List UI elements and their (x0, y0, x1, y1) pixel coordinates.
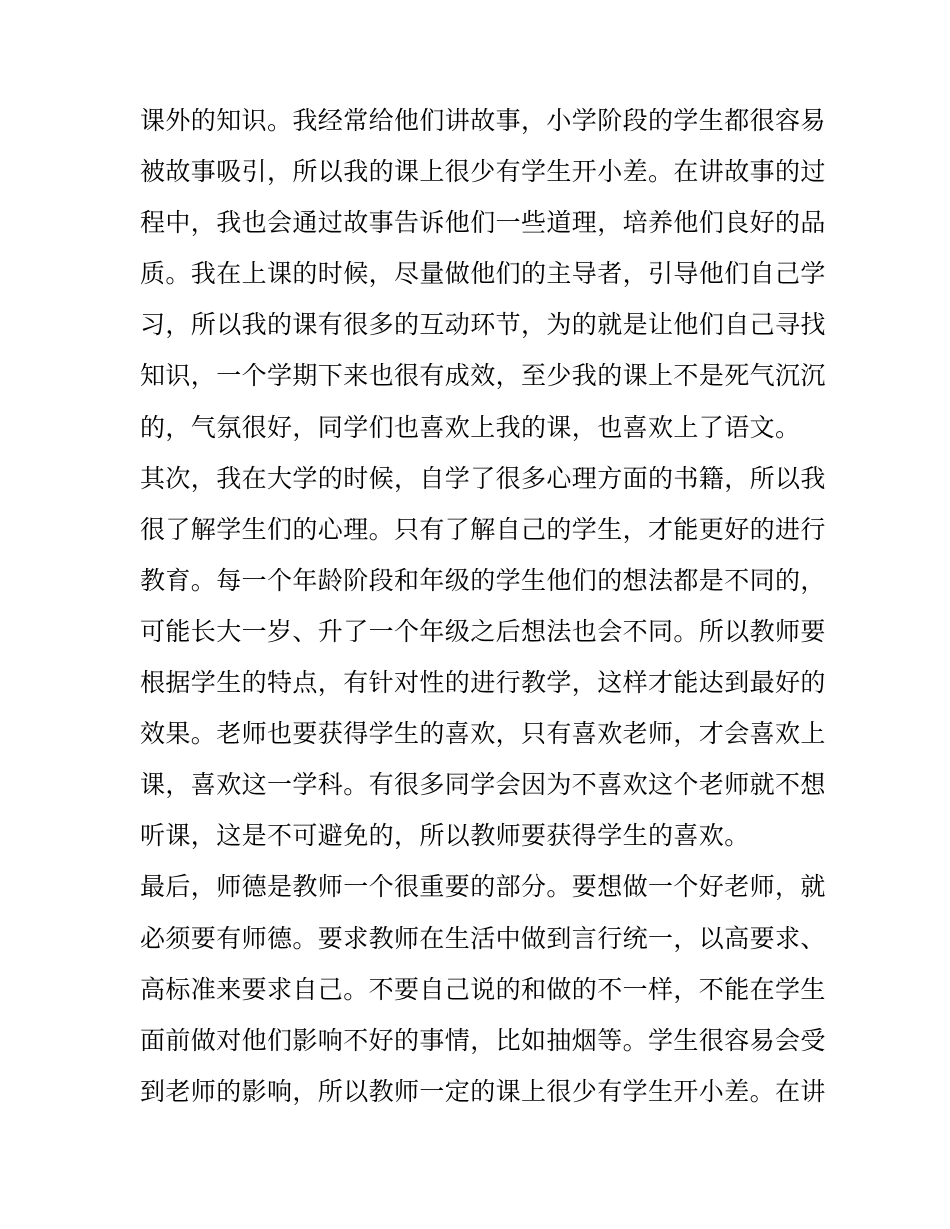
text-line: 高标准来要求自己。不要自己说的和做的不一样，不能在学生 (140, 974, 826, 1004)
text-line: 课外的知识。我经常给他们讲故事，小学阶段的学生都很容易 (140, 106, 826, 135)
text-line: 到老师的影响，所以教师一定的课上很少有学生开小差。在讲 (140, 1076, 826, 1106)
text-line: 课，喜欢这一学科。有很多同学会因为不喜欢这个老师就不想 (140, 770, 826, 800)
text-line: 很了解学生们的心理。只有了解自己的学生，才能更好的进行 (140, 514, 826, 544)
text-line: 面前做对他们影响不好的事情，比如抽烟等。学生很容易会受 (140, 1025, 826, 1055)
text-line: 必须要有师德。要求教师在生活中做到言行统一，以高要求、 (140, 923, 826, 953)
body-text (140, 106, 826, 1130)
text-line: 最后，师德是教师一个很重要的部分。要想做一个好老师，就 (140, 872, 826, 902)
text-line: 质。我在上课的时候，尽量做他们的主导者，引导他们自己学 (140, 259, 826, 289)
text-line: 教育。每一个年龄阶段和年级的学生他们的想法都是不同的， (140, 565, 826, 595)
text-line: 可能长大一岁、升了一个年级之后想法也会不同。所以教师要 (140, 616, 826, 646)
text-line: 的，气氛很好，同学们也喜欢上我的课，也喜欢上了语文。 (140, 412, 801, 442)
text-line: 效果。老师也要获得学生的喜欢，只有喜欢老师，才会喜欢上 (140, 719, 826, 749)
text-line: 程中，我也会通过故事告诉他们一些道理，培养他们良好的品 (140, 208, 826, 238)
text-line: 知识，一个学期下来也很有成效，至少我的课上不是死气沉沉 (140, 361, 826, 391)
text-line: 习，所以我的课有很多的互动环节，为的就是让他们自己寻找 (140, 310, 826, 340)
text-line: 其次，我在大学的时候，自学了很多心理方面的书籍，所以我 (140, 463, 826, 493)
text-line: 被故事吸引，所以我的课上很少有学生开小差。在讲故事的过 (140, 157, 826, 187)
text-line: 根据学生的特点，有针对性的进行教学，这样才能达到最好的 (140, 668, 826, 698)
text-line: 听课，这是不可避免的，所以教师要获得学生的喜欢。 (140, 821, 750, 851)
